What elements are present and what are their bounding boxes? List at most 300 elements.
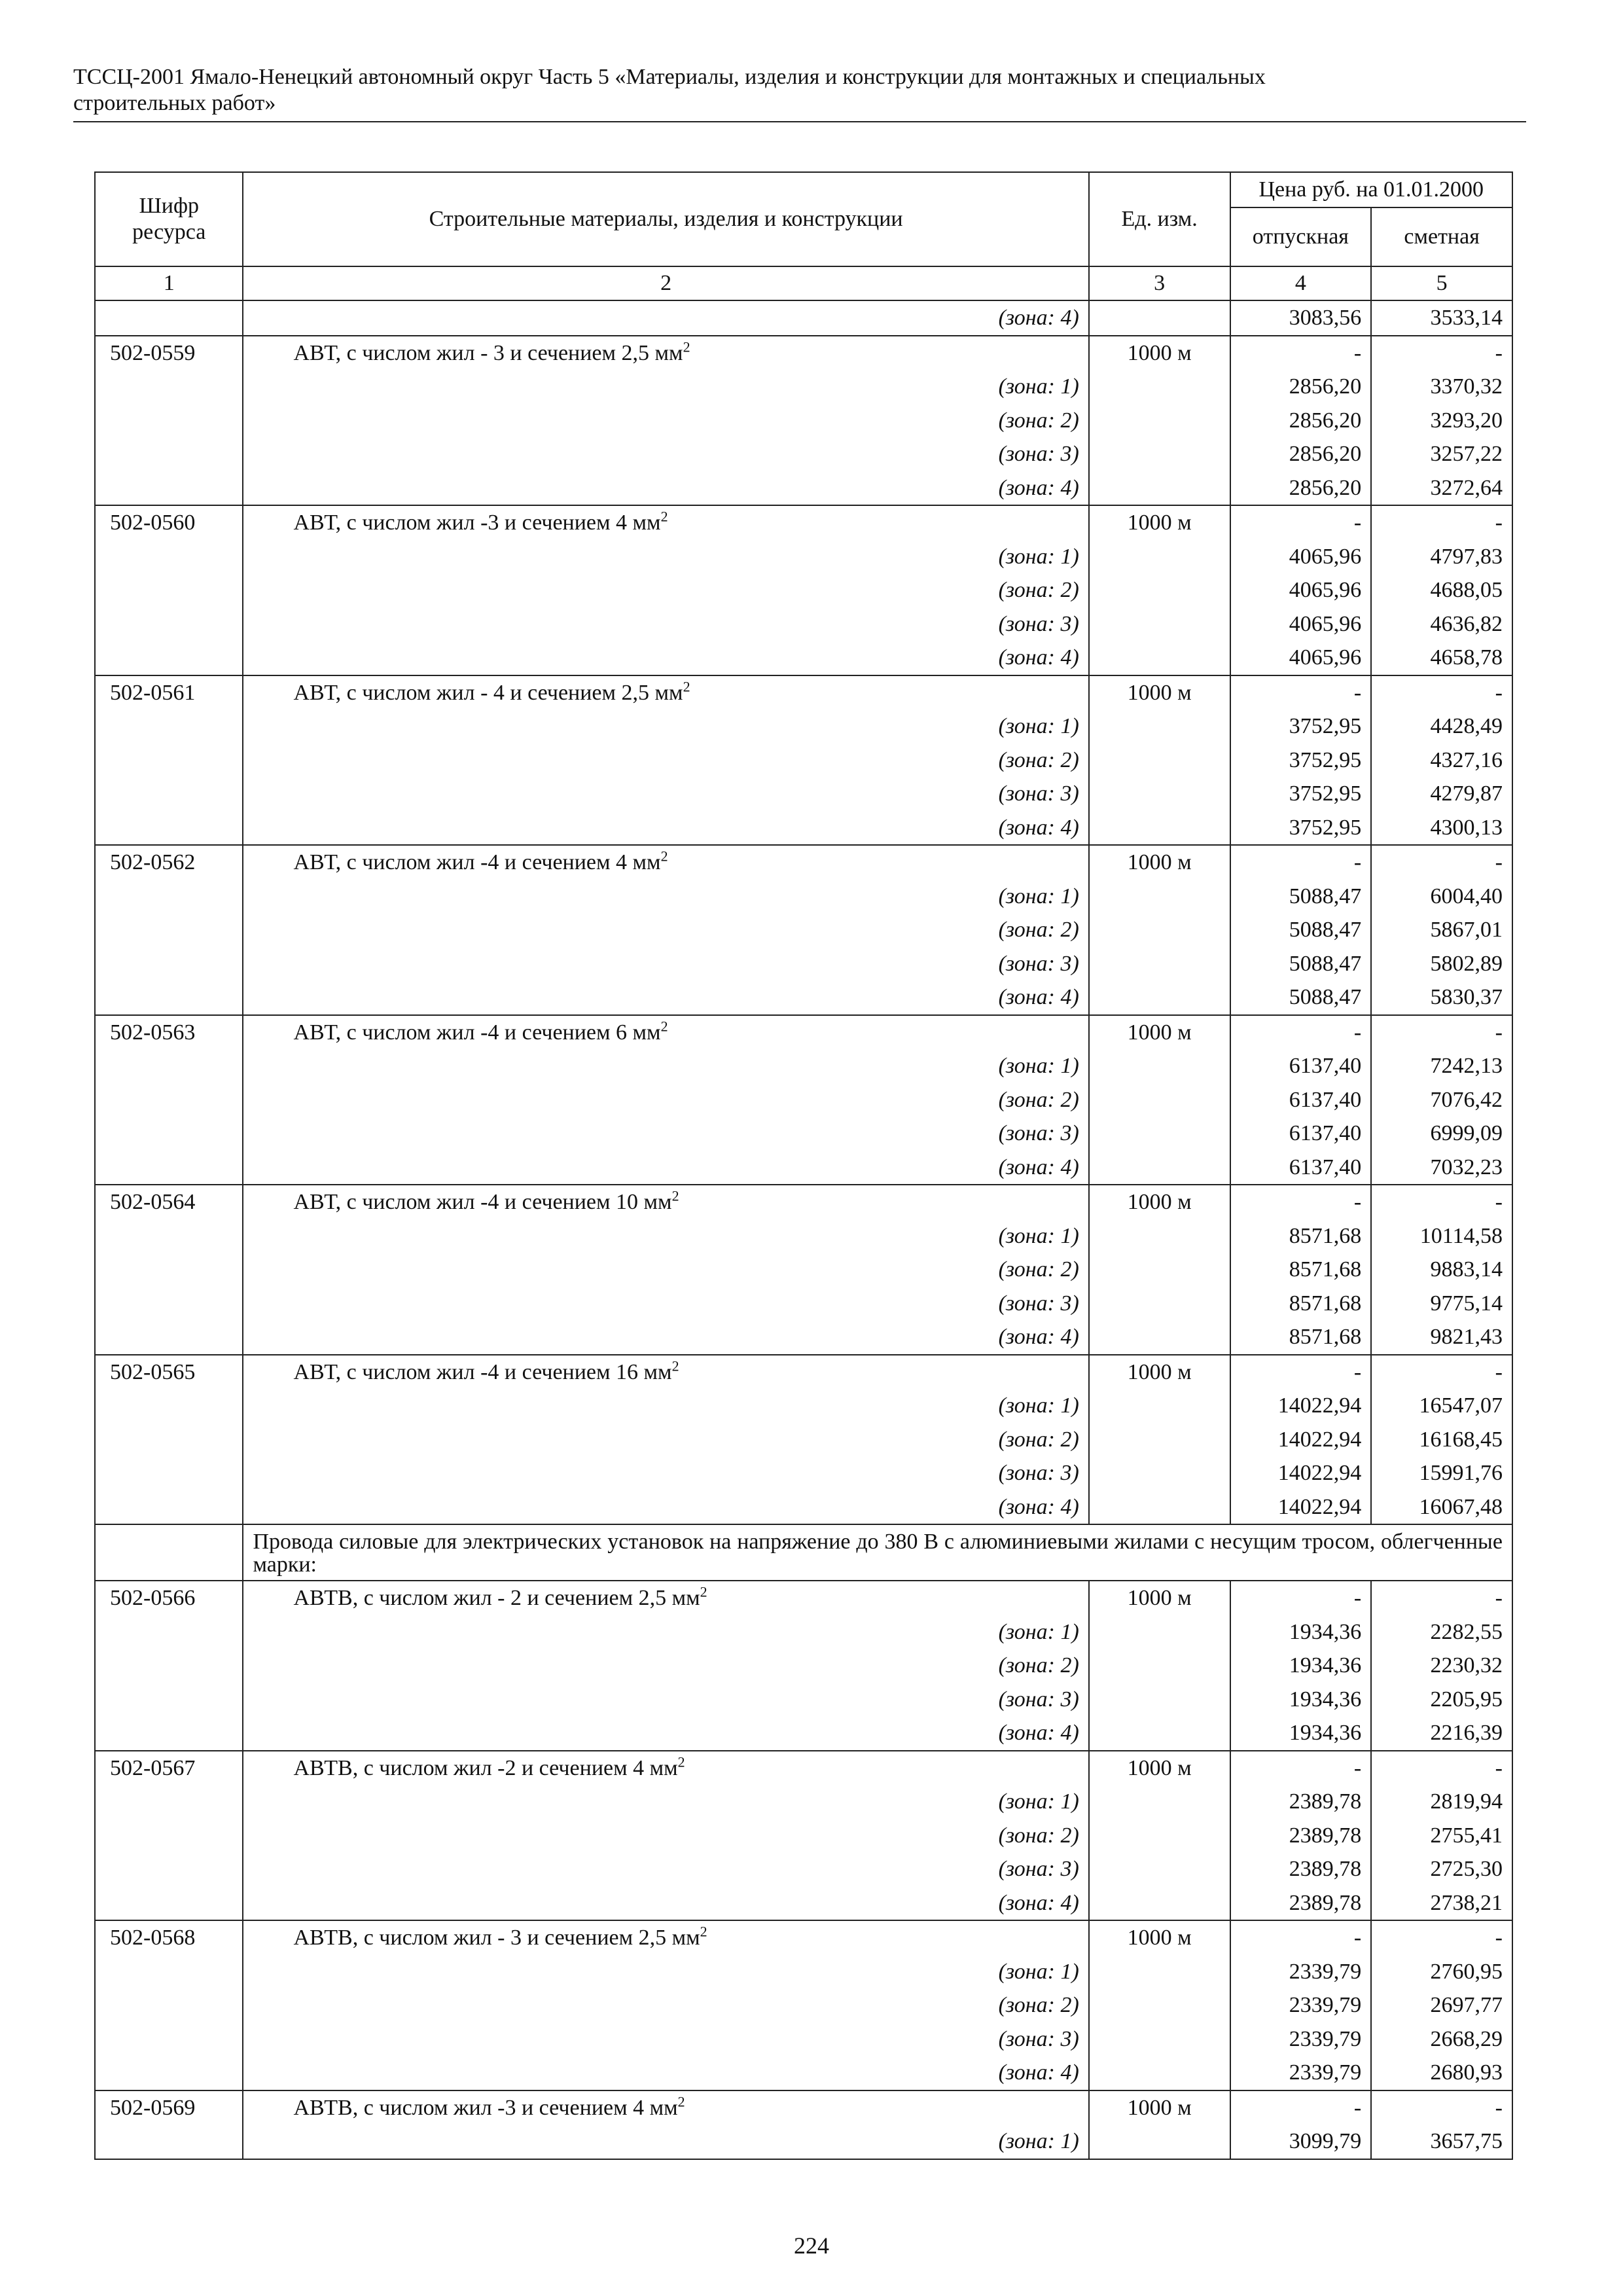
estimate-price: 6999,09 bbox=[1371, 1117, 1512, 1151]
page-number: 224 bbox=[794, 2233, 829, 2259]
zone-label: (зона: 1) bbox=[243, 1389, 1088, 1423]
unit-cell bbox=[1089, 1320, 1230, 1355]
release-price: 2856,20 bbox=[1230, 471, 1372, 506]
estimate-price: 3370,32 bbox=[1371, 370, 1512, 404]
zone-row bbox=[95, 1716, 1512, 1751]
zone-label: (зона: 2) bbox=[243, 1253, 1088, 1287]
zone-label: (зона: 4) bbox=[243, 1886, 1088, 1921]
release-price: 2339,79 bbox=[1230, 1988, 1372, 2022]
estimate-price: - bbox=[1371, 1751, 1512, 1785]
item-row bbox=[95, 1920, 1512, 1955]
code-cell bbox=[95, 1716, 243, 1751]
superscript: 2 bbox=[660, 848, 668, 865]
zone-row bbox=[95, 471, 1512, 506]
code-cell bbox=[95, 1524, 243, 1581]
estimate-price: 2760,95 bbox=[1371, 1955, 1512, 1989]
estimate-price: 6004,40 bbox=[1371, 880, 1512, 914]
unit-cell bbox=[1089, 404, 1230, 438]
superscript: 2 bbox=[660, 508, 668, 525]
item-name bbox=[243, 1355, 1088, 1390]
zone-row bbox=[95, 607, 1512, 641]
item-name-text: АВТ, с числом жил -4 и сечением 10 мм bbox=[293, 1190, 672, 1214]
item-row bbox=[95, 675, 1512, 710]
zone-row bbox=[95, 1615, 1512, 1649]
zone-label: (зона: 2) bbox=[243, 913, 1088, 947]
unit-cell: 1000 м bbox=[1089, 2090, 1230, 2125]
estimate-price: 2230,32 bbox=[1371, 1649, 1512, 1683]
item-name-text: АВТВ, с числом жил -3 и сечением 4 мм bbox=[293, 2095, 678, 2120]
page-header bbox=[73, 64, 1526, 117]
zone-row bbox=[95, 1819, 1512, 1853]
code-cell bbox=[95, 1151, 243, 1185]
release-price: 8571,68 bbox=[1230, 1219, 1372, 1253]
estimate-price: 2697,77 bbox=[1371, 1988, 1512, 2022]
zone-label: (зона: 4) bbox=[243, 641, 1088, 675]
unit-cell: 1000 м bbox=[1089, 1185, 1230, 1219]
unit-cell bbox=[1089, 1083, 1230, 1117]
estimate-price: - bbox=[1371, 1185, 1512, 1219]
estimate-price: 2738,21 bbox=[1371, 1886, 1512, 1921]
release-price: 1934,36 bbox=[1230, 1615, 1372, 1649]
estimate-price: 7032,23 bbox=[1371, 1151, 1512, 1185]
zone-label: (зона: 3) bbox=[243, 437, 1088, 471]
zone-label: (зона: 3) bbox=[243, 1287, 1088, 1321]
zone-label: (зона: 3) bbox=[243, 2022, 1088, 2056]
release-price: 2339,79 bbox=[1230, 2022, 1372, 2056]
release-price: 4065,96 bbox=[1230, 641, 1372, 675]
release-price: 2339,79 bbox=[1230, 1955, 1372, 1989]
release-price: - bbox=[1230, 505, 1372, 540]
unit-cell bbox=[1089, 980, 1230, 1015]
code-cell bbox=[95, 607, 243, 641]
code-cell bbox=[95, 1083, 243, 1117]
unit-cell: 1000 м bbox=[1089, 1355, 1230, 1390]
estimate-price: 2282,55 bbox=[1371, 1615, 1512, 1649]
estimate-price: 5867,01 bbox=[1371, 913, 1512, 947]
zone-row bbox=[95, 1320, 1512, 1355]
superscript: 2 bbox=[671, 1187, 679, 1204]
code-cell bbox=[95, 1320, 243, 1355]
zone-row bbox=[95, 2056, 1512, 2090]
code-cell bbox=[95, 2056, 243, 2090]
code-cell bbox=[95, 1219, 243, 1253]
unit-cell bbox=[1089, 370, 1230, 404]
unit-cell bbox=[1089, 1716, 1230, 1751]
release-price: 1934,36 bbox=[1230, 1716, 1372, 1751]
zone-label: (зона: 3) bbox=[243, 1683, 1088, 1717]
zone-row bbox=[95, 1219, 1512, 1253]
release-price: 3752,95 bbox=[1230, 709, 1372, 744]
superscript: 2 bbox=[700, 1583, 707, 1600]
item-row bbox=[95, 1751, 1512, 1785]
estimate-price: 2668,29 bbox=[1371, 2022, 1512, 2056]
zone-row bbox=[95, 573, 1512, 607]
zone-row bbox=[95, 777, 1512, 811]
zone-row bbox=[95, 1117, 1512, 1151]
estimate-price: - bbox=[1371, 1920, 1512, 1955]
zone-row bbox=[95, 1151, 1512, 1185]
unit-cell bbox=[1089, 1490, 1230, 1525]
section-row bbox=[95, 1524, 1512, 1581]
item-name-text: АВТ, с числом жил -3 и сечением 4 мм bbox=[293, 511, 661, 535]
unit-cell bbox=[1089, 2022, 1230, 2056]
estimate-price: 4428,49 bbox=[1371, 709, 1512, 744]
item-name-text: АВТВ, с числом жил - 3 и сечением 2,5 мм bbox=[293, 1926, 700, 1950]
unit-cell bbox=[1089, 1649, 1230, 1683]
code-cell bbox=[95, 1253, 243, 1287]
zone-label: (зона: 1) bbox=[243, 370, 1088, 404]
resource-code: 502-0566 bbox=[95, 1581, 243, 1615]
header-line-2: строительных работ» bbox=[73, 91, 276, 115]
zone-row bbox=[95, 1287, 1512, 1321]
item-row bbox=[95, 1185, 1512, 1219]
code-cell bbox=[95, 744, 243, 778]
zone-label: (зона: 4) bbox=[243, 2056, 1088, 2090]
estimate-price: 2725,30 bbox=[1371, 1852, 1512, 1886]
header-rule bbox=[73, 121, 1526, 122]
code-cell bbox=[95, 370, 243, 404]
zone-row bbox=[95, 2022, 1512, 2056]
zone-label: (зона: 3) bbox=[243, 607, 1088, 641]
release-price: 1934,36 bbox=[1230, 1649, 1372, 1683]
zone-row bbox=[95, 1423, 1512, 1457]
release-price: 14022,94 bbox=[1230, 1456, 1372, 1490]
resource-code: 502-0567 bbox=[95, 1751, 243, 1785]
code-cell bbox=[95, 573, 243, 607]
zone-row bbox=[95, 1955, 1512, 1989]
release-price: 8571,68 bbox=[1230, 1320, 1372, 1355]
code-cell bbox=[95, 1615, 243, 1649]
estimate-price: 7076,42 bbox=[1371, 1083, 1512, 1117]
unit-cell bbox=[1089, 913, 1230, 947]
zone-row bbox=[95, 1683, 1512, 1717]
header-price-release: отпускная bbox=[1230, 207, 1372, 266]
zone-row bbox=[95, 1049, 1512, 1083]
estimate-price: 4688,05 bbox=[1371, 573, 1512, 607]
release-price: 2339,79 bbox=[1230, 2056, 1372, 2090]
release-price: 3752,95 bbox=[1230, 744, 1372, 778]
zone-label: (зона: 2) bbox=[243, 1423, 1088, 1457]
item-row bbox=[95, 2090, 1512, 2125]
estimate-price: 3533,14 bbox=[1371, 300, 1512, 336]
zone-row bbox=[95, 1083, 1512, 1117]
code-cell bbox=[95, 1955, 243, 1989]
estimate-price: 7242,13 bbox=[1371, 1049, 1512, 1083]
price-table bbox=[94, 171, 1513, 2160]
code-cell bbox=[95, 1683, 243, 1717]
item-row bbox=[95, 1355, 1512, 1390]
unit-cell bbox=[1089, 300, 1230, 336]
item-name bbox=[243, 1015, 1088, 1050]
unit-cell bbox=[1089, 880, 1230, 914]
release-price: 2856,20 bbox=[1230, 370, 1372, 404]
item-name bbox=[243, 1920, 1088, 1955]
estimate-price: - bbox=[1371, 1581, 1512, 1615]
header-price-estimate: сметная bbox=[1371, 207, 1512, 266]
zone-label: (зона: 4) bbox=[243, 1716, 1088, 1751]
zone-row bbox=[95, 1456, 1512, 1490]
code-cell bbox=[95, 1490, 243, 1525]
superscript: 2 bbox=[683, 338, 690, 355]
estimate-price: 5802,89 bbox=[1371, 947, 1512, 981]
zone-label: (зона: 1) bbox=[243, 1785, 1088, 1819]
release-price: - bbox=[1230, 1185, 1372, 1219]
code-cell bbox=[95, 471, 243, 506]
unit-cell bbox=[1089, 641, 1230, 675]
release-price: 8571,68 bbox=[1230, 1287, 1372, 1321]
resource-code: 502-0565 bbox=[95, 1355, 243, 1390]
estimate-price: 4658,78 bbox=[1371, 641, 1512, 675]
release-price: 6137,40 bbox=[1230, 1083, 1372, 1117]
zone-row bbox=[95, 1852, 1512, 1886]
unit-cell bbox=[1089, 437, 1230, 471]
column-number: 4 bbox=[1230, 266, 1372, 300]
zone-label: (зона: 3) bbox=[243, 947, 1088, 981]
code-cell bbox=[95, 913, 243, 947]
resource-code: 502-0563 bbox=[95, 1015, 243, 1050]
item-name-text: АВТ, с числом жил -4 и сечением 6 мм bbox=[293, 1020, 661, 1045]
unit-cell bbox=[1089, 1253, 1230, 1287]
zone-label: (зона: 2) bbox=[243, 1988, 1088, 2022]
estimate-price: - bbox=[1371, 505, 1512, 540]
release-price: 1934,36 bbox=[1230, 1683, 1372, 1717]
unit-cell bbox=[1089, 1988, 1230, 2022]
unit-cell: 1000 м bbox=[1089, 1581, 1230, 1615]
unit-cell bbox=[1089, 1615, 1230, 1649]
unit-cell: 1000 м bbox=[1089, 1015, 1230, 1050]
unit-cell bbox=[1089, 1683, 1230, 1717]
estimate-price: 9883,14 bbox=[1371, 1253, 1512, 1287]
unit-cell bbox=[1089, 1886, 1230, 1921]
release-price: - bbox=[1230, 1920, 1372, 1955]
column-number: 2 bbox=[243, 266, 1088, 300]
item-row bbox=[95, 1015, 1512, 1050]
estimate-price: 4300,13 bbox=[1371, 811, 1512, 846]
header-code: Шифр ресурса bbox=[95, 172, 243, 266]
unit-cell: 1000 м bbox=[1089, 336, 1230, 370]
release-price: - bbox=[1230, 1355, 1372, 1390]
estimate-price: 16168,45 bbox=[1371, 1423, 1512, 1457]
zone-label: (зона: 2) bbox=[243, 744, 1088, 778]
estimate-price: 2205,95 bbox=[1371, 1683, 1512, 1717]
item-name bbox=[243, 2090, 1088, 2125]
item-name-text: АВТ, с числом жил -4 и сечением 16 мм bbox=[293, 1359, 672, 1384]
code-cell bbox=[95, 947, 243, 981]
header-price-group: Цена руб. на 01.01.2000 bbox=[1230, 172, 1513, 207]
item-row bbox=[95, 1581, 1512, 1615]
zone-row bbox=[95, 1988, 1512, 2022]
column-number: 3 bbox=[1089, 266, 1230, 300]
estimate-price: 2680,93 bbox=[1371, 2056, 1512, 2090]
code-cell bbox=[95, 811, 243, 846]
zone-label: (зона: 1) bbox=[243, 1219, 1088, 1253]
zone-label: (зона: 2) bbox=[243, 404, 1088, 438]
zone-label: (зона: 1) bbox=[243, 1955, 1088, 1989]
code-cell bbox=[95, 1819, 243, 1853]
zone-label: (зона: 2) bbox=[243, 1819, 1088, 1853]
code-cell bbox=[95, 2022, 243, 2056]
code-cell bbox=[95, 1785, 243, 1819]
code-cell bbox=[95, 1117, 243, 1151]
unit-cell: 1000 м bbox=[1089, 505, 1230, 540]
table-body bbox=[95, 300, 1512, 2159]
unit-cell: 1000 м bbox=[1089, 1751, 1230, 1785]
estimate-price: 4327,16 bbox=[1371, 744, 1512, 778]
estimate-price: 2755,41 bbox=[1371, 1819, 1512, 1853]
zone-label: (зона: 1) bbox=[243, 709, 1088, 744]
unit-cell bbox=[1089, 1819, 1230, 1853]
resource-code: 502-0561 bbox=[95, 675, 243, 710]
item-name-text: АВТ, с числом жил - 3 и сечением 2,5 мм bbox=[293, 340, 683, 365]
release-price: - bbox=[1230, 1581, 1372, 1615]
zone-label: (зона: 4) bbox=[243, 300, 1088, 336]
estimate-price: 3293,20 bbox=[1371, 404, 1512, 438]
code-cell bbox=[95, 709, 243, 744]
zone-row bbox=[95, 2125, 1512, 2159]
item-row bbox=[95, 505, 1512, 540]
item-name bbox=[243, 1581, 1088, 1615]
release-price: 8571,68 bbox=[1230, 1253, 1372, 1287]
item-name-text: АВТВ, с числом жил - 2 и сечением 2,5 мм bbox=[293, 1586, 700, 1610]
estimate-price: 3257,22 bbox=[1371, 437, 1512, 471]
item-name bbox=[243, 1751, 1088, 1785]
zone-row bbox=[95, 540, 1512, 574]
code-cell bbox=[95, 1852, 243, 1886]
release-price: 3083,56 bbox=[1230, 300, 1372, 336]
item-row bbox=[95, 845, 1512, 880]
code-cell bbox=[95, 404, 243, 438]
release-price: 5088,47 bbox=[1230, 913, 1372, 947]
zone-label: (зона: 3) bbox=[243, 1456, 1088, 1490]
release-price: - bbox=[1230, 1015, 1372, 1050]
estimate-price: 15991,76 bbox=[1371, 1456, 1512, 1490]
zone-label: (зона: 1) bbox=[243, 2125, 1088, 2159]
zone-label: (зона: 3) bbox=[243, 777, 1088, 811]
superscript: 2 bbox=[677, 2093, 685, 2110]
zone-row bbox=[95, 641, 1512, 675]
code-cell bbox=[95, 1389, 243, 1423]
estimate-price: - bbox=[1371, 1015, 1512, 1050]
unit-cell bbox=[1089, 1151, 1230, 1185]
code-cell bbox=[95, 1456, 243, 1490]
unit-cell bbox=[1089, 1423, 1230, 1457]
unit-cell bbox=[1089, 947, 1230, 981]
code-cell bbox=[95, 1649, 243, 1683]
resource-code: 502-0564 bbox=[95, 1185, 243, 1219]
item-name-text: АВТ, с числом жил - 4 и сечением 2,5 мм bbox=[293, 680, 683, 705]
superscript: 2 bbox=[700, 1923, 707, 1940]
release-price: 14022,94 bbox=[1230, 1423, 1372, 1457]
section-title: Провода силовые для электрических установок на напряжение до 380 В с алюминиевыми жилами с несущим тросом, облегченные марки: bbox=[243, 1524, 1512, 1581]
unit-cell bbox=[1089, 1955, 1230, 1989]
column-number: 5 bbox=[1371, 266, 1512, 300]
code-cell bbox=[95, 880, 243, 914]
zone-row bbox=[95, 913, 1512, 947]
estimate-price: - bbox=[1371, 845, 1512, 880]
release-price: 2389,78 bbox=[1230, 1819, 1372, 1853]
release-price: - bbox=[1230, 336, 1372, 370]
estimate-price: 3272,64 bbox=[1371, 471, 1512, 506]
zone-label: (зона: 4) bbox=[243, 811, 1088, 846]
release-price: 3752,95 bbox=[1230, 811, 1372, 846]
unit-cell bbox=[1089, 777, 1230, 811]
unit-cell bbox=[1089, 709, 1230, 744]
release-price: 4065,96 bbox=[1230, 573, 1372, 607]
zone-row bbox=[95, 1490, 1512, 1525]
unit-cell bbox=[1089, 1785, 1230, 1819]
unit-cell bbox=[1089, 744, 1230, 778]
release-price: 5088,47 bbox=[1230, 980, 1372, 1015]
code-cell bbox=[95, 1886, 243, 1921]
zone-label: (зона: 2) bbox=[243, 1083, 1088, 1117]
unit-cell bbox=[1089, 573, 1230, 607]
release-price: 5088,47 bbox=[1230, 947, 1372, 981]
zone-row bbox=[95, 404, 1512, 438]
release-price: - bbox=[1230, 1751, 1372, 1785]
estimate-price: - bbox=[1371, 336, 1512, 370]
zone-label: (зона: 4) bbox=[243, 1490, 1088, 1525]
zone-row bbox=[95, 947, 1512, 981]
unit-cell: 1000 м bbox=[1089, 675, 1230, 710]
release-price: - bbox=[1230, 2090, 1372, 2125]
code-cell bbox=[95, 1287, 243, 1321]
unit-cell bbox=[1089, 1389, 1230, 1423]
item-name bbox=[243, 505, 1088, 540]
estimate-price: 10114,58 bbox=[1371, 1219, 1512, 1253]
code-cell bbox=[95, 1423, 243, 1457]
zone-row bbox=[95, 880, 1512, 914]
estimate-price: 4279,87 bbox=[1371, 777, 1512, 811]
zone-row bbox=[95, 370, 1512, 404]
estimate-price: - bbox=[1371, 1355, 1512, 1390]
zone-label: (зона: 3) bbox=[243, 1852, 1088, 1886]
estimate-price: 2819,94 bbox=[1371, 1785, 1512, 1819]
estimate-price: 3657,75 bbox=[1371, 2125, 1512, 2159]
header-line-1: ТССЦ-2001 Ямало-Ненецкий автономный округ Часть 5 «Материалы, изделия и конструкции для монтажных и специальных bbox=[73, 65, 1266, 89]
estimate-price: - bbox=[1371, 675, 1512, 710]
release-price: 6137,40 bbox=[1230, 1151, 1372, 1185]
unit-cell bbox=[1089, 1852, 1230, 1886]
code-cell bbox=[95, 980, 243, 1015]
release-price: 14022,94 bbox=[1230, 1490, 1372, 1525]
release-price: 3099,79 bbox=[1230, 2125, 1372, 2159]
item-name bbox=[243, 336, 1088, 370]
code-cell bbox=[95, 437, 243, 471]
estimate-price: 2216,39 bbox=[1371, 1716, 1512, 1751]
unit-cell: 1000 м bbox=[1089, 845, 1230, 880]
estimate-price: 5830,37 bbox=[1371, 980, 1512, 1015]
unit-cell bbox=[1089, 1219, 1230, 1253]
estimate-price: 4797,83 bbox=[1371, 540, 1512, 574]
release-price: - bbox=[1230, 675, 1372, 710]
release-price: 3752,95 bbox=[1230, 777, 1372, 811]
zone-label: (зона: 3) bbox=[243, 1117, 1088, 1151]
unit-cell bbox=[1089, 811, 1230, 846]
zone-label: (зона: 4) bbox=[243, 471, 1088, 506]
zone-label: (зона: 2) bbox=[243, 1649, 1088, 1683]
estimate-price: 16547,07 bbox=[1371, 1389, 1512, 1423]
zone-row bbox=[95, 1389, 1512, 1423]
zone-label: (зона: 1) bbox=[243, 1615, 1088, 1649]
estimate-price: 4636,82 bbox=[1371, 607, 1512, 641]
unit-cell bbox=[1089, 2125, 1230, 2159]
code-cell bbox=[95, 540, 243, 574]
unit-cell bbox=[1089, 540, 1230, 574]
release-price: 5088,47 bbox=[1230, 880, 1372, 914]
zone-label: (зона: 4) bbox=[243, 980, 1088, 1015]
unit-cell bbox=[1089, 1049, 1230, 1083]
item-name-text: АВТВ, с числом жил -2 и сечением 4 мм bbox=[293, 1755, 678, 1780]
